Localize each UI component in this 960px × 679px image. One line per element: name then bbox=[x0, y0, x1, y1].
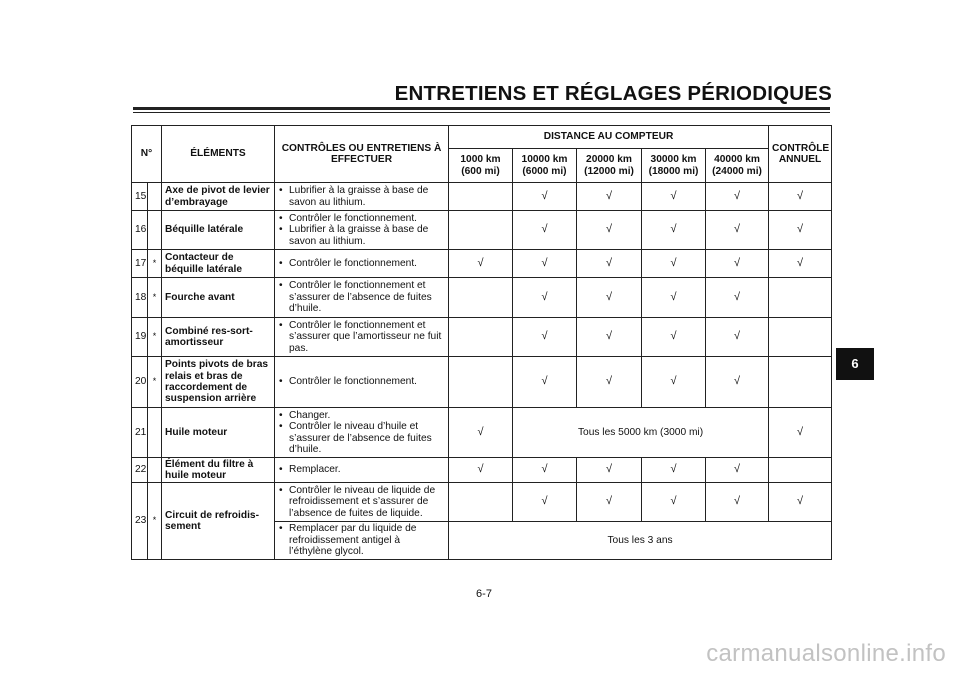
operations-cell bbox=[275, 318, 449, 357]
operations-cell bbox=[275, 211, 449, 250]
asterisk-mark: * bbox=[148, 483, 162, 560]
asterisk-mark: * bbox=[148, 250, 162, 278]
check-mark: √ bbox=[513, 318, 577, 357]
check-mark: √ bbox=[513, 483, 577, 522]
asterisk-mark bbox=[148, 211, 162, 250]
header-elements: ÉLÉMENTS bbox=[162, 126, 275, 183]
check-mark: √ bbox=[642, 458, 706, 483]
page-title: ENTRETIENS ET RÉGLAGES PÉRIODIQUES bbox=[394, 82, 832, 105]
operations-cell bbox=[275, 483, 449, 522]
interval-text: Tous les 5000 km (3000 mi) bbox=[513, 408, 769, 458]
page-number: 6-7 bbox=[476, 588, 492, 600]
check-mark: √ bbox=[577, 211, 642, 250]
element-name: Points pivots de bras relais et bras de raccordement de suspension arrière bbox=[162, 357, 275, 408]
table-row bbox=[132, 183, 832, 211]
asterisk-mark bbox=[148, 458, 162, 483]
check-mark: √ bbox=[706, 318, 769, 357]
check-mark bbox=[769, 357, 832, 408]
title-rule-thin bbox=[133, 112, 830, 113]
element-name: Axe de pivot de levier d’embrayage bbox=[162, 183, 275, 211]
item-number bbox=[132, 408, 148, 458]
table-row bbox=[132, 211, 832, 250]
element-name: Béquille latérale bbox=[162, 211, 275, 250]
check-mark: √ bbox=[513, 458, 577, 483]
check-mark: √ bbox=[513, 211, 577, 250]
item-number bbox=[132, 458, 148, 483]
item-number-text: 21 bbox=[135, 426, 147, 438]
header-distance-4: 30000 km (18000 mi) bbox=[642, 149, 706, 183]
element-name: Combiné res-sort-amortisseur bbox=[162, 318, 275, 357]
header-controls: CONTRÔLES OU ENTRETIENS À EFFECTUER bbox=[275, 126, 449, 183]
operation-item: • Contrôler le niveau d’huile et s’assurer de l’absence de fuites d’huile. bbox=[278, 421, 445, 455]
check-mark: √ bbox=[642, 250, 706, 278]
operation-item: • Remplacer par du liquide de refroidissement antigel à l’éthylène glycol. bbox=[278, 523, 445, 557]
check-mark bbox=[769, 318, 832, 357]
item-number bbox=[132, 211, 148, 250]
item-number bbox=[132, 483, 148, 560]
maintenance-table bbox=[131, 125, 832, 560]
operations-cell bbox=[275, 522, 449, 560]
check-mark: √ bbox=[642, 318, 706, 357]
operations-list bbox=[278, 258, 445, 269]
operations-cell bbox=[275, 458, 449, 483]
item-number bbox=[132, 250, 148, 278]
asterisk-mark bbox=[148, 408, 162, 458]
check-mark: √ bbox=[706, 483, 769, 522]
check-mark: √ bbox=[642, 483, 706, 522]
operation-item: • Lubrifier à la graisse à base de savon au lithium. bbox=[278, 224, 445, 247]
check-mark bbox=[449, 183, 513, 211]
operation-item: • Changer. bbox=[278, 410, 445, 421]
element-name: Huile moteur bbox=[162, 408, 275, 458]
check-mark: √ bbox=[642, 183, 706, 211]
check-mark: √ bbox=[769, 250, 832, 278]
check-mark: √ bbox=[577, 278, 642, 318]
operations-list bbox=[278, 523, 445, 557]
check-mark bbox=[449, 357, 513, 408]
operation-item: • Remplacer. bbox=[278, 464, 445, 475]
operations-list bbox=[278, 213, 445, 247]
operations-list bbox=[278, 320, 445, 354]
table-row bbox=[132, 318, 832, 357]
check-mark: √ bbox=[706, 211, 769, 250]
table-row bbox=[132, 408, 832, 458]
check-mark: √ bbox=[513, 250, 577, 278]
asterisk-mark: * bbox=[148, 318, 162, 357]
watermark: carmanualsonline.info bbox=[706, 640, 946, 667]
asterisk-mark bbox=[148, 183, 162, 211]
check-mark bbox=[449, 211, 513, 250]
check-mark: √ bbox=[706, 458, 769, 483]
check-mark bbox=[449, 483, 513, 522]
check-mark: √ bbox=[577, 318, 642, 357]
item-number-text: 19 bbox=[135, 331, 147, 343]
item-number-text: 16 bbox=[135, 224, 147, 236]
check-mark: √ bbox=[642, 357, 706, 408]
operations-cell bbox=[275, 183, 449, 211]
operations-list bbox=[278, 376, 445, 387]
operation-item: • Lubrifier à la graisse à base de savon au lithium. bbox=[278, 185, 445, 208]
item-number-text: 23 bbox=[135, 515, 147, 527]
item-number bbox=[132, 183, 148, 211]
check-mark: √ bbox=[449, 250, 513, 278]
check-mark: √ bbox=[642, 211, 706, 250]
check-mark: √ bbox=[577, 357, 642, 408]
operation-item: • Contrôler le fonctionnement. bbox=[278, 376, 445, 387]
item-number-text: 17 bbox=[135, 257, 147, 269]
item-number bbox=[132, 278, 148, 318]
title-rule bbox=[133, 107, 830, 110]
asterisk-mark: * bbox=[148, 278, 162, 318]
check-mark: √ bbox=[706, 357, 769, 408]
table-body bbox=[132, 183, 832, 560]
operation-item: • Contrôler le niveau de liquide de refroidissement et s’assurer de l’absence de fuites de liquide. bbox=[278, 485, 445, 519]
element-name: Élément du filtre à huile moteur bbox=[162, 458, 275, 483]
operations-list bbox=[278, 410, 445, 456]
check-mark: √ bbox=[706, 183, 769, 211]
operation-item: • Contrôler le fonctionnement. bbox=[278, 258, 445, 269]
operations-list bbox=[278, 185, 445, 208]
chapter-tab[interactable]: 6 bbox=[836, 348, 874, 380]
check-mark: √ bbox=[769, 408, 832, 458]
operations-list bbox=[278, 280, 445, 314]
check-mark: √ bbox=[577, 458, 642, 483]
table-row bbox=[132, 250, 832, 278]
operations-cell bbox=[275, 278, 449, 318]
header-num: N° bbox=[132, 126, 162, 183]
check-mark: √ bbox=[513, 357, 577, 408]
check-mark: √ bbox=[449, 458, 513, 483]
check-mark bbox=[449, 318, 513, 357]
check-mark: √ bbox=[577, 250, 642, 278]
operations-cell bbox=[275, 357, 449, 408]
operations-list bbox=[278, 464, 445, 475]
element-name: Fourche avant bbox=[162, 278, 275, 318]
check-mark: √ bbox=[577, 483, 642, 522]
operation-item: • Contrôler le fonctionnement et s’assurer de l’absence de fuites d’huile. bbox=[278, 280, 445, 314]
check-mark bbox=[769, 458, 832, 483]
interval-text: Tous les 3 ans bbox=[449, 522, 832, 560]
item-number bbox=[132, 357, 148, 408]
check-mark: √ bbox=[449, 408, 513, 458]
element-name: Contacteur de béquille latérale bbox=[162, 250, 275, 278]
operation-item: • Contrôler le fonctionnement et s’assurer que l’amortisseur ne fuit pas. bbox=[278, 320, 445, 354]
item-number-text: 20 bbox=[135, 376, 147, 388]
check-mark bbox=[449, 278, 513, 318]
table-row bbox=[132, 357, 832, 408]
operations-list bbox=[278, 485, 445, 519]
header-distance-1: 1000 km (600 mi) bbox=[449, 149, 513, 183]
header-distance-5: 40000 km (24000 mi) bbox=[706, 149, 769, 183]
check-mark: √ bbox=[577, 183, 642, 211]
operation-item: • Contrôler le fonctionnement. bbox=[278, 213, 445, 224]
item-number bbox=[132, 318, 148, 357]
header-annual: CONTRÔLE ANNUEL bbox=[769, 126, 832, 183]
table-row bbox=[132, 458, 832, 483]
operations-cell bbox=[275, 408, 449, 458]
item-number-text: 15 bbox=[135, 190, 147, 202]
check-mark: √ bbox=[769, 183, 832, 211]
check-mark: √ bbox=[769, 211, 832, 250]
table-row bbox=[132, 278, 832, 318]
check-mark: √ bbox=[642, 278, 706, 318]
header-distance-3: 20000 km (12000 mi) bbox=[577, 149, 642, 183]
check-mark: √ bbox=[706, 250, 769, 278]
operations-cell bbox=[275, 250, 449, 278]
check-mark: √ bbox=[769, 483, 832, 522]
header-distance-2: 10000 km (6000 mi) bbox=[513, 149, 577, 183]
item-number-text: 18 bbox=[135, 291, 147, 303]
item-number-text: 22 bbox=[135, 464, 147, 476]
check-mark bbox=[769, 278, 832, 318]
check-mark: √ bbox=[513, 278, 577, 318]
asterisk-mark: * bbox=[148, 357, 162, 408]
check-mark: √ bbox=[513, 183, 577, 211]
table-row bbox=[132, 483, 832, 522]
check-mark: √ bbox=[706, 278, 769, 318]
element-name: Circuit de refroidis-sement bbox=[162, 483, 275, 560]
header-distance: DISTANCE AU COMPTEUR bbox=[449, 126, 769, 149]
